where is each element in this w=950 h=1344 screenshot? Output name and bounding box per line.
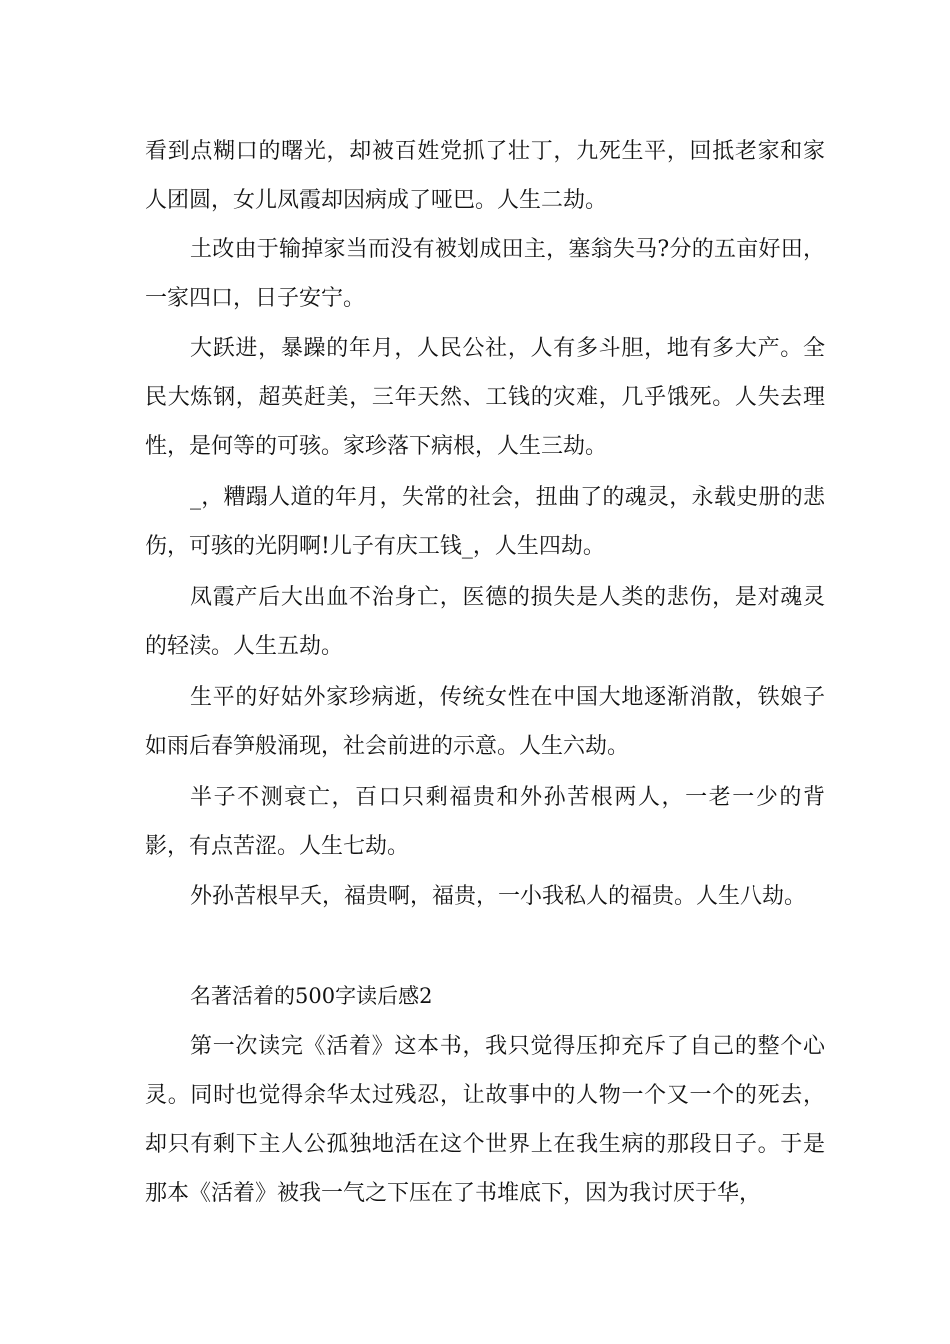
section-heading: 名著活着的500字读后感2 bbox=[190, 984, 433, 1008]
paragraph-3: 大跃进，暴躁的年月，人民公社，人有多斗胆，地有多大产。全民大炼钢，超英赶美，三年天然、工钱的灾难，几乎饿死。人失去理性，是何等的可骇。家珍落下病根，人生三劫。 bbox=[145, 336, 825, 459]
paragraph-2: 土改由于输掉家当而没有被划成田主，塞翁失马?分的五亩好田，一家四口，日子安宁。 bbox=[145, 237, 825, 311]
paragraph-5: 凤霞产后大出血不治身亡，医德的损失是人类的悲伤，是对魂灵的轻渎。人生五劫。 bbox=[145, 585, 825, 659]
paragraph-1: 看到点糊口的曙光，却被百姓党抓了壮丁，九死生平，回抵老家和家人团圆，女儿凤霞却因病成了哑巴。人生二劫。 bbox=[145, 139, 825, 213]
paragraph-4: _，糟蹋人道的年月，失常的社会，扭曲了的魂灵，永载史册的悲伤，可骇的光阴啊!儿子有庆工钱_，人生四劫。 bbox=[145, 485, 825, 559]
paragraph-9: 第一次读完《活着》这本书，我只觉得压抑充斥了自己的整个心灵。同时也觉得余华太过残忍，让故事中的人物一个又一个的死去，却只有剩下主人公孤独地活在这个世界上在我生病的那段日子。于是那本《活着》被我一气之下压在了书堆底下，因为我讨厌于华， bbox=[145, 1034, 825, 1206]
paragraph-7: 半子不测衰亡，百口只剩福贵和外孙苦根两人，一老一少的背影，有点苦涩。人生七劫。 bbox=[145, 785, 825, 859]
paragraph-8: 外孙苦根早夭，福贵啊，福贵，一小我私人的福贵。人生八劫。 bbox=[190, 884, 807, 909]
paragraph-6: 生平的好姑外家珍病逝，传统女性在中国大地逐渐消散，铁娘子如雨后春笋般涌现，社会前进的示意。人生六劫。 bbox=[145, 685, 825, 759]
